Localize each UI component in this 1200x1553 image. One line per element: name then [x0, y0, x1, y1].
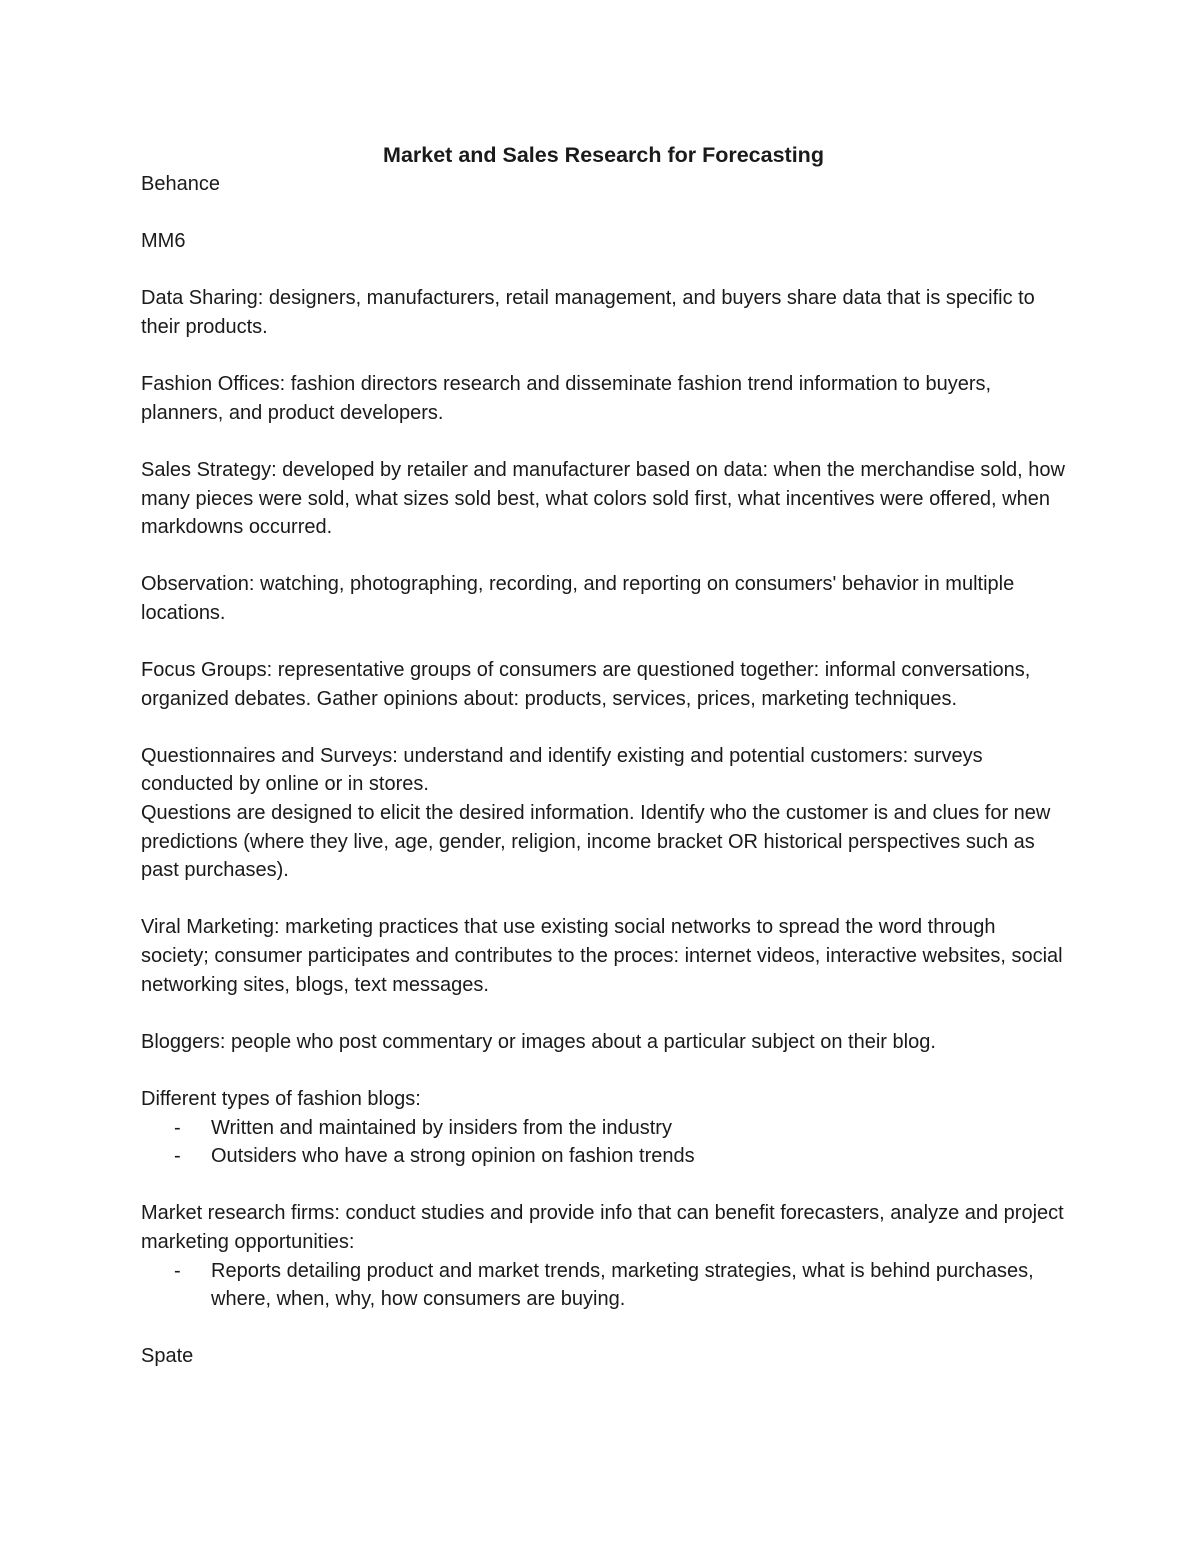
paragraph-bloggers: Bloggers: people who post commentary or images about a particular subject on their blog.	[141, 1030, 936, 1053]
market-research-list	[141, 1257, 1066, 1314]
paragraph-blog-types-intro: Different types of fashion blogs:	[141, 1088, 421, 1110]
paragraph-questionnaires: Questionnaires and Surveys: understand and identify existing and potential customers: surveys conducted by online or in stores.	[141, 744, 983, 796]
paragraph-questions: Questions are designed to elicit the desired information. Identify who the customer is and clues for new predictions (where they live, age, gender, religion, income bracket OR historical perspectives such as past purchases).	[141, 802, 1051, 882]
document-title: Market and Sales Research for Forecasting	[383, 143, 824, 167]
line-behance: Behance	[141, 173, 220, 195]
paragraph-viral-marketing: Viral Marketing: marketing practices that use existing social networks to spread the word through society; consumer participates and contributes to the proces: internet videos, interactive websites, social networking sites, blogs, text messages.	[141, 916, 1063, 996]
blog-types-list	[141, 1114, 1066, 1171]
document-page	[141, 141, 1066, 1371]
paragraph-observation: Observation: watching, photographing, recording, and reporting on consumers' behavior in multiple locations.	[141, 573, 1015, 624]
line-spate: Spate	[141, 1345, 194, 1368]
list-item: - Written and maintained by insiders from the industry	[141, 1114, 1066, 1143]
list-item: - Reports detailing product and market trends, marketing strategies, what is behind purchases, where, when, why, how consumers are buying.	[141, 1257, 1066, 1314]
paragraph-market-research: Market research firms: conduct studies and provide info that can benefit forecasters, analyze and project marketing opportunities:	[141, 1202, 1064, 1253]
paragraph-focus-groups: Focus Groups: representative groups of consumers are questioned together: informal conversations, organized debates. Gather opinions about: products, services, prices, marketing techniques.	[141, 659, 1031, 710]
paragraph-data-sharing: Data Sharing: designers, manufacturers, retail management, and buyers share data that is specific to their products.	[141, 287, 1035, 338]
line-mm6: MM6	[141, 230, 186, 253]
paragraph-fashion-offices: Fashion Offices: fashion directors research and disseminate fashion trend information to buyers, planners, and product developers.	[141, 373, 992, 424]
list-item: - Outsiders who have a strong opinion on fashion trends	[141, 1142, 1066, 1171]
paragraph-sales-strategy: Sales Strategy: developed by retailer and manufacturer based on data: when the merchandise sold, how many pieces were sold, what sizes sold best, what colors sold first, what incentives were offered, when markdowns occurred.	[141, 458, 1065, 539]
